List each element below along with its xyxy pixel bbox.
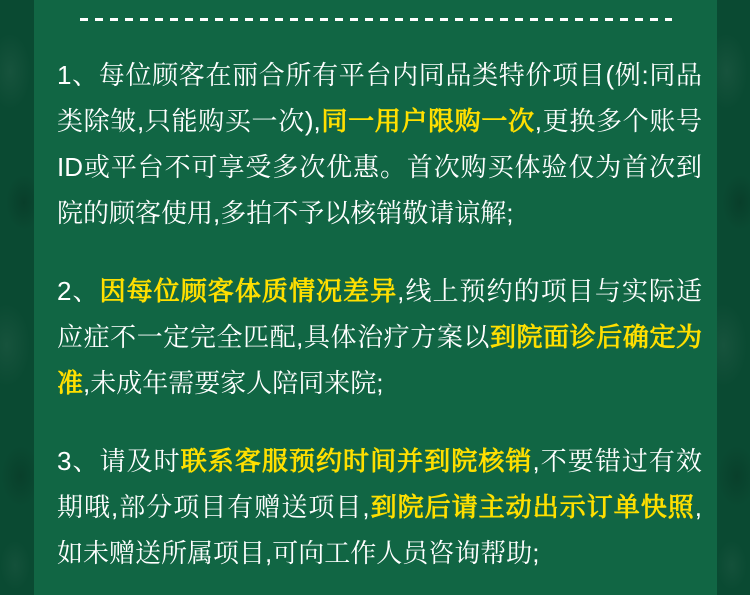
highlighted-text-segment: 同一用户限购一次 [320, 106, 535, 136]
highlighted-text-segment: 到院面诊后确定为准 [57, 322, 702, 398]
dashed-divider [80, 18, 672, 21]
text-segment: ,线上预约的项目与实际适应症不一定完全匹配,具体治疗方案以 [57, 276, 702, 352]
highlighted-text-segment: 因每位顾客体质情况差异 [99, 276, 398, 306]
text-segment: ,不要错过有效期哦,部分项目有赠送项目, [57, 446, 702, 522]
highlighted-text-segment: 到院后请主动出示订单快照 [369, 492, 695, 522]
text-segment: ,更换多个账号ID或平台不可享受多次优惠。首次购买体验仅为首次到院的顾客使用,多拍不予以核销敬请谅解; [57, 106, 702, 228]
text-segment: 2、 [57, 276, 100, 306]
text-segment: ,未成年需要家人陪同来院; [83, 368, 384, 398]
notice-paragraph [57, 268, 702, 406]
highlighted-text-segment: 联系客服预约时间并到院核销 [180, 446, 533, 476]
text-segment: 3、请及时 [57, 446, 181, 476]
notice-text [57, 52, 702, 576]
right-texture-border [717, 0, 750, 595]
left-texture-border [0, 0, 34, 595]
text-segment: ,如未赠送所属项目,可向工作人员咨询帮助; [57, 492, 702, 568]
notice-panel [34, 0, 717, 595]
notice-paragraph [57, 438, 702, 576]
notice-paragraph [57, 52, 702, 236]
text-segment: 1、每位顾客在丽合所有平台内同品类特价项目(例:同品类除皱,只能购买一次), [57, 60, 702, 136]
